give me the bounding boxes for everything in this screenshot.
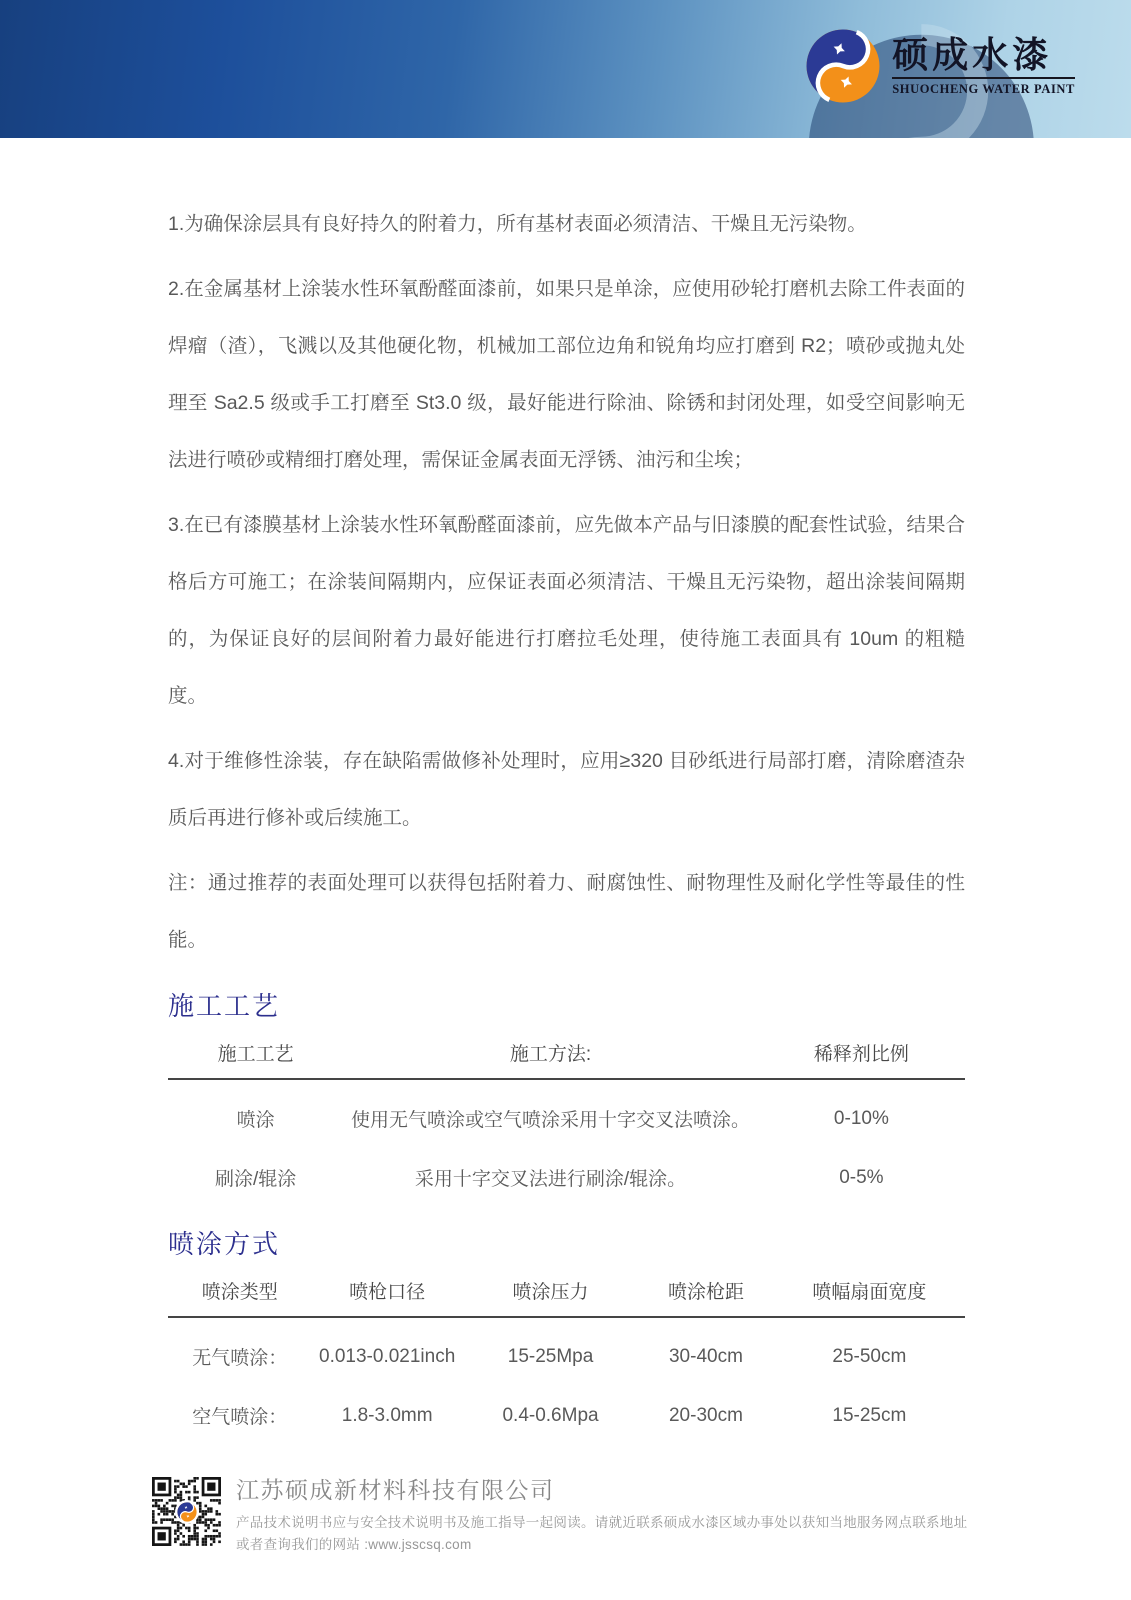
table-cell: 0-10% (833, 1107, 889, 1129)
spray-col-header: 喷涂压力 (463, 1271, 638, 1317)
brand-logo (805, 28, 1075, 104)
table-cell: 0.4-0.6Mpa (502, 1404, 599, 1426)
brand-logo-text (892, 35, 1075, 97)
spray-col-header: 喷涂类型 (168, 1271, 311, 1317)
table-cell: 0-5% (839, 1166, 884, 1188)
table-cell: 30-40cm (668, 1345, 743, 1367)
section-title-spray: 喷涂方式 (168, 1229, 281, 1259)
footer-text (236, 1477, 992, 1555)
table-cell: 无气喷涂： (192, 1348, 288, 1369)
footer-note (236, 1512, 992, 1555)
footer-note-line-1: 产品技术说明书应与安全技术说明书及施工指导一起阅读。请就近联系硕成水漆区域办事处以获知当地服务网点联系地址 (236, 1515, 968, 1530)
header-banner (0, 0, 1131, 138)
table-cell: 空气喷涂： (192, 1407, 288, 1428)
table-cell: 使用无气喷涂或空气喷涂采用十字交叉法喷涂。 (351, 1110, 751, 1131)
table-cell: 0.013-0.021inch (319, 1345, 456, 1367)
table-cell: 15-25Mpa (507, 1345, 594, 1367)
process-col-header: 施工方法: (343, 1033, 757, 1079)
table-row (168, 1079, 965, 1148)
body-paragraph-4: 4.对于维修性涂装，存在缺陷需做修补处理时，应用≥320 目砂纸进行局部打磨，清除磨渣杂质后再进行修补或后续施工。 (168, 750, 965, 829)
process-table-header-row (168, 1033, 965, 1079)
brand-name-en: SHUOCHENG WATER PAINT (892, 82, 1075, 97)
table-row (168, 1317, 965, 1386)
spray-col-header: 喷涂枪距 (638, 1271, 773, 1317)
table-row (168, 1386, 965, 1445)
s-swirl-logo-icon (805, 28, 881, 104)
body-paragraph-3: 3.在已有漆膜基材上涂装水性环氧酚醛面漆前，应先做本产品与旧漆膜的配套性试验，结果合格后方可施工；在涂装间隔期内，应保证表面必须清洁、干燥且无污染物，超出涂装间隔期的，为保证良好的层间附着力最好能进行打磨拉毛处理，使待施工表面具有 10um 的粗糙度。 (168, 514, 965, 707)
body-paragraph-2: 2.在金属基材上涂装水性环氧酚醛面漆前，如果只是单涂，应使用砂轮打磨机去除工件表面的焊瘤（渣），飞溅以及其他硬化物，机械加工部位边角和锐角均应打磨到 R2；喷砂或抛丸处理至 Sa2.5 级或手工打磨至 St3.0 级，最好能进行除油、除锈和封闭处理，如受空间影响无法进行喷砂或精细打磨处理，需保证金属表面无浮锈、油污和尘埃； (168, 278, 965, 471)
table-cell: 采用十字交叉法进行刷涂/辊涂。 (414, 1169, 687, 1190)
table-cell: 刷涂/辊涂 (215, 1169, 297, 1190)
spray-table-header-row (168, 1271, 965, 1317)
brand-name-cn: 硕成水漆 (892, 34, 1053, 75)
qr-code-icon (152, 1477, 221, 1546)
qr-center-logo (175, 1500, 199, 1524)
body-paragraph-note: 注：通过推荐的表面处理可以获得包括附着力、耐腐蚀性、耐物理性及耐化学性等最佳的性能。 (168, 872, 965, 951)
spray-col-header: 喷幅扇面宽度 (774, 1271, 965, 1317)
brand-logo-divider (892, 77, 1075, 79)
footer-note-line-2: 或者查询我们的网站 :www.jsscsq.com (236, 1536, 472, 1552)
table-cell: 喷涂 (236, 1110, 275, 1131)
company-name: 江苏硕成新材料科技有限公司 (236, 1477, 555, 1503)
spray-table (168, 1271, 965, 1445)
table-cell: 1.8-3.0mm (341, 1404, 433, 1426)
process-table (168, 1033, 965, 1207)
table-cell: 25-50cm (832, 1345, 907, 1367)
section-title-process: 施工工艺 (168, 991, 281, 1021)
body-paragraph-1: 1.为确保涂层具有良好持久的附着力，所有基材表面必须清洁、干燥且无污染物。 (168, 213, 867, 235)
process-col-header: 稀释剂比例 (758, 1033, 965, 1079)
table-cell: 15-25cm (832, 1404, 907, 1426)
table-row (168, 1148, 965, 1207)
process-col-header: 施工工艺 (168, 1033, 343, 1079)
table-cell: 20-30cm (668, 1404, 743, 1426)
footer (152, 1477, 992, 1555)
spray-col-header: 喷枪口径 (311, 1271, 462, 1317)
main-content (0, 138, 1131, 1445)
